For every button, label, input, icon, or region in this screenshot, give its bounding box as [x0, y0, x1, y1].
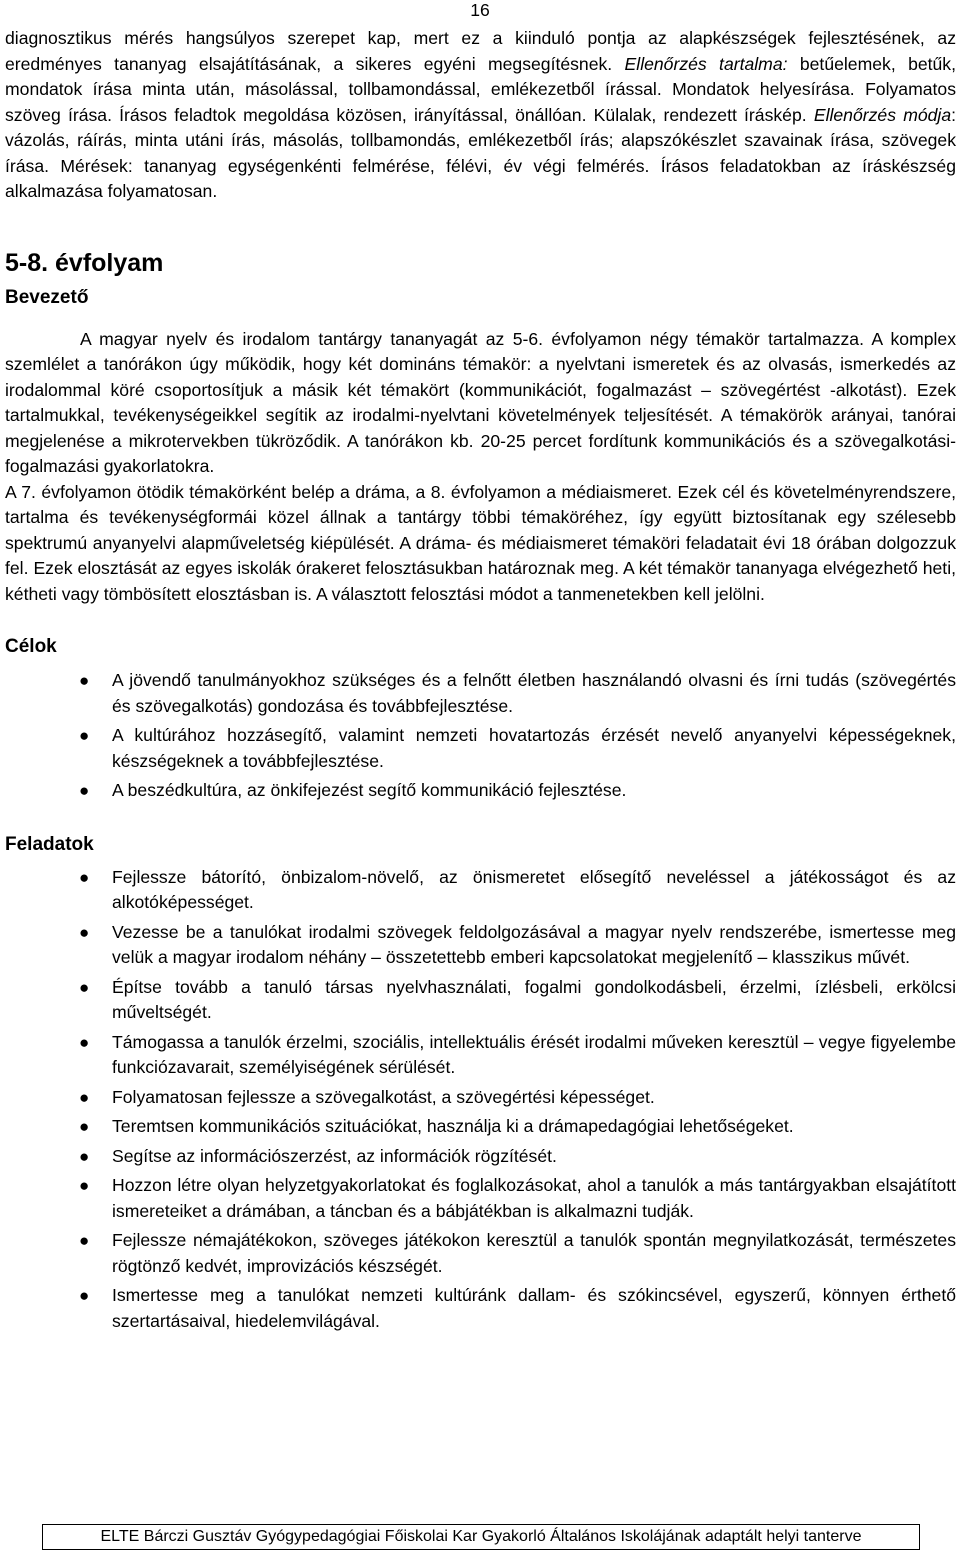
- page-number: 16: [470, 0, 490, 20]
- bullet-icon: ●: [79, 781, 90, 800]
- bullet-icon: ●: [79, 1286, 90, 1305]
- ellenorzes-modja-label: Ellenőrzés módja: [813, 104, 952, 125]
- bullet-icon: ●: [79, 867, 90, 887]
- intro-text-5: : vázolás, ráírás, minta utáni írás, másolás, tollbamondás, emlékezetből írás; alapszókészlet szavainak írása, szövegek írása. Mérések: tananyag egységenkénti felmérése, félévi, év végi felmérés. Írásos feladatokban az íráskészség alkalmazása folyamatosan.: [5, 104, 957, 201]
- list-item: ● Fejlessze némajátékokon, szöveges játékokon keresztül a tanulók spontán megnyilatkozását, természetes rögtönző kedvét, improvizációs készségét.: [79, 1230, 956, 1276]
- bevezeto-paragraph-2: A 7. évfolyamon ötödik témakörként belép a dráma, a 8. évfolyamon a médiaismeret. Ezek cél és követelményrendszere, tartalma és tevékenységformái közel állnak a tantárgy többi témaköréhez, így együtt biztosítanak egy szélesebb spektrumú anyanyelvi alapműveletség kiépülését. A dráma- és médiaismeret témaköri feladatait évi 18 órában dolgozzuk fel. Ezek elosztását az egyes iskolák órakeret felosztásukban határoznak meg. A két témakör tananyaga elvégezhető heti, kétheti vagy tömbösített elosztásban is. A választott felosztási módot a tanmenetekben kell jelölni.: [5, 481, 956, 604]
- celok-list: [5, 668, 956, 804]
- bullet-icon: ●: [79, 1087, 90, 1107]
- bullet-icon: ●: [79, 1176, 90, 1195]
- intro-paragraph: [5, 26, 956, 205]
- bevezeto-heading: Bevezető: [5, 286, 89, 308]
- intro-text-3: betűelemek, betűk, mondatok írása minta után, másolással, tollbamondással, emlékezetből írással. Mondatok helyesírása. Folyamatos szöveg írása. Írásos feladtok megoldása közösen, irányítással, önállóan. Külalak, rendezett íráskép.: [5, 53, 956, 125]
- list-item: ● Folyamatosan fejlessze a szövegalkotást, a szövegértési képességet.: [5, 1085, 956, 1111]
- list-item: ● Fejlessze bátorító, önbizalom-növelő, az önismeretet elősegítő neveléssel a játékosságot és az alkotóképességet.: [79, 866, 956, 912]
- bullet-icon: ●: [79, 726, 90, 745]
- list-item: ● Ismertesse meg a tanulókat nemzeti kultúránk dallam- és szókincsével, egyszerű, könnyen érthető szertartásaival, hiedelemvilágával.: [79, 1285, 956, 1331]
- list-item: ● Támogassa a tanulók érzelmi, szociális, intellektuális érését irodalmi műveken keresztül – vegye figyelembe funkciózavarait, személyiségének sérülését.: [79, 1031, 956, 1077]
- page-footer: ELTE Bárczi Gusztáv Gyógypedagógiai Főiskolai Kar Gyakorló Általános Iskolájának adaptált helyi tanterve: [42, 1524, 920, 1550]
- bullet-icon: ●: [79, 1146, 90, 1166]
- list-item: ● Vezesse be a tanulókat irodalmi szövegek feldolgozásával a magyar nyelv rendszerébe, ismertesse meg velük a magyar irodalom néhány – összetettebb emberi kapcsolatokat megjelenítő – klasszikus művét.: [79, 921, 956, 967]
- grade-title: 5-8. évfolyam: [5, 248, 164, 277]
- bullet-icon: ●: [79, 671, 90, 690]
- page-content: [5, 26, 956, 1334]
- list-item: ● A jövendő tanulmányokhoz szükséges és a felnőtt életben használandó olvasni és írni tudás (szövegértés és szövegalkotás) gondozása és továbbfejlesztése.: [79, 670, 956, 716]
- bullet-icon: ●: [79, 1231, 90, 1250]
- list-item: ● Építse tovább a tanuló társas nyelvhasználati, fogalmi gondolkodásbeli, érzelmi, ízlésbeli, erkölcsi műveltségét.: [79, 976, 956, 1022]
- feladatok-list: [5, 865, 956, 1335]
- intro-text-1: diagnosztikus mérés hangsúlyos szerepet kap, mert ez a kiinduló pontja az alapkészségek fejlesztésének, az eredményes tananyag elsajátításának, a sikeres egyéni megsegítésnek.: [5, 28, 956, 74]
- feladatok-heading: Feladatok: [5, 833, 94, 855]
- bullet-icon: ●: [79, 922, 90, 942]
- list-item: ● Teremtsen kommunikációs szituációkat, használja ki a drámapedagógiai lehetőségeket.: [5, 1114, 956, 1140]
- list-item: ● Segítse az információszerzést, az információk rögzítését.: [5, 1144, 956, 1170]
- ellenorzes-tartalma-label: Ellenőrzés tartalma:: [624, 53, 788, 74]
- list-item: ● A kultúrához hozzásegítő, valamint nemzeti hovatartozás érzését nevelő anyanyelvi képességeknek, készségeknek a továbbfejlesztése.: [79, 725, 956, 771]
- list-item: ● Hozzon létre olyan helyzetgyakorlatokat és foglalkozásokat, ahol a tanulók a más tantárgyakban elsajátított ismereteiket a drámában, a táncban és a bábjátékban is alkalmazni tudják.: [79, 1175, 956, 1221]
- bullet-icon: ●: [79, 1117, 90, 1136]
- bevezeto-paragraph-1: A magyar nyelv és irodalom tantárgy tananyagát az 5-6. évfolyamon négy témakör tartalmazza. A komplex szemlélet a tanórákon úgy működik, hogy két domináns témakör: a nyelvtani ismeretek és az olvasás, ismerkedés az irodalommal köré csoportosítjuk a másik két témakört (kommunikációt, fogalmazást – szövegértést -alkotást). Ezek tartalmukkal, tevékenységeikkel segítik az irodalmi-nyelvtani követelmények teljesítését. A témakörök arányai, tanórai megjelenése a mikrotervekben tükröződik. A tanórákon kb. 20-25 percet fordítunk kommunikációs és a szövegalkotási-fogalmazási gyakorlatokra.: [5, 328, 956, 476]
- bullet-icon: ●: [79, 977, 90, 997]
- list-item: ● A beszédkultúra, az önkifejezést segítő kommunikáció fejlesztése.: [5, 778, 956, 804]
- celok-heading: Célok: [5, 636, 57, 657]
- bullet-icon: ●: [79, 1032, 90, 1052]
